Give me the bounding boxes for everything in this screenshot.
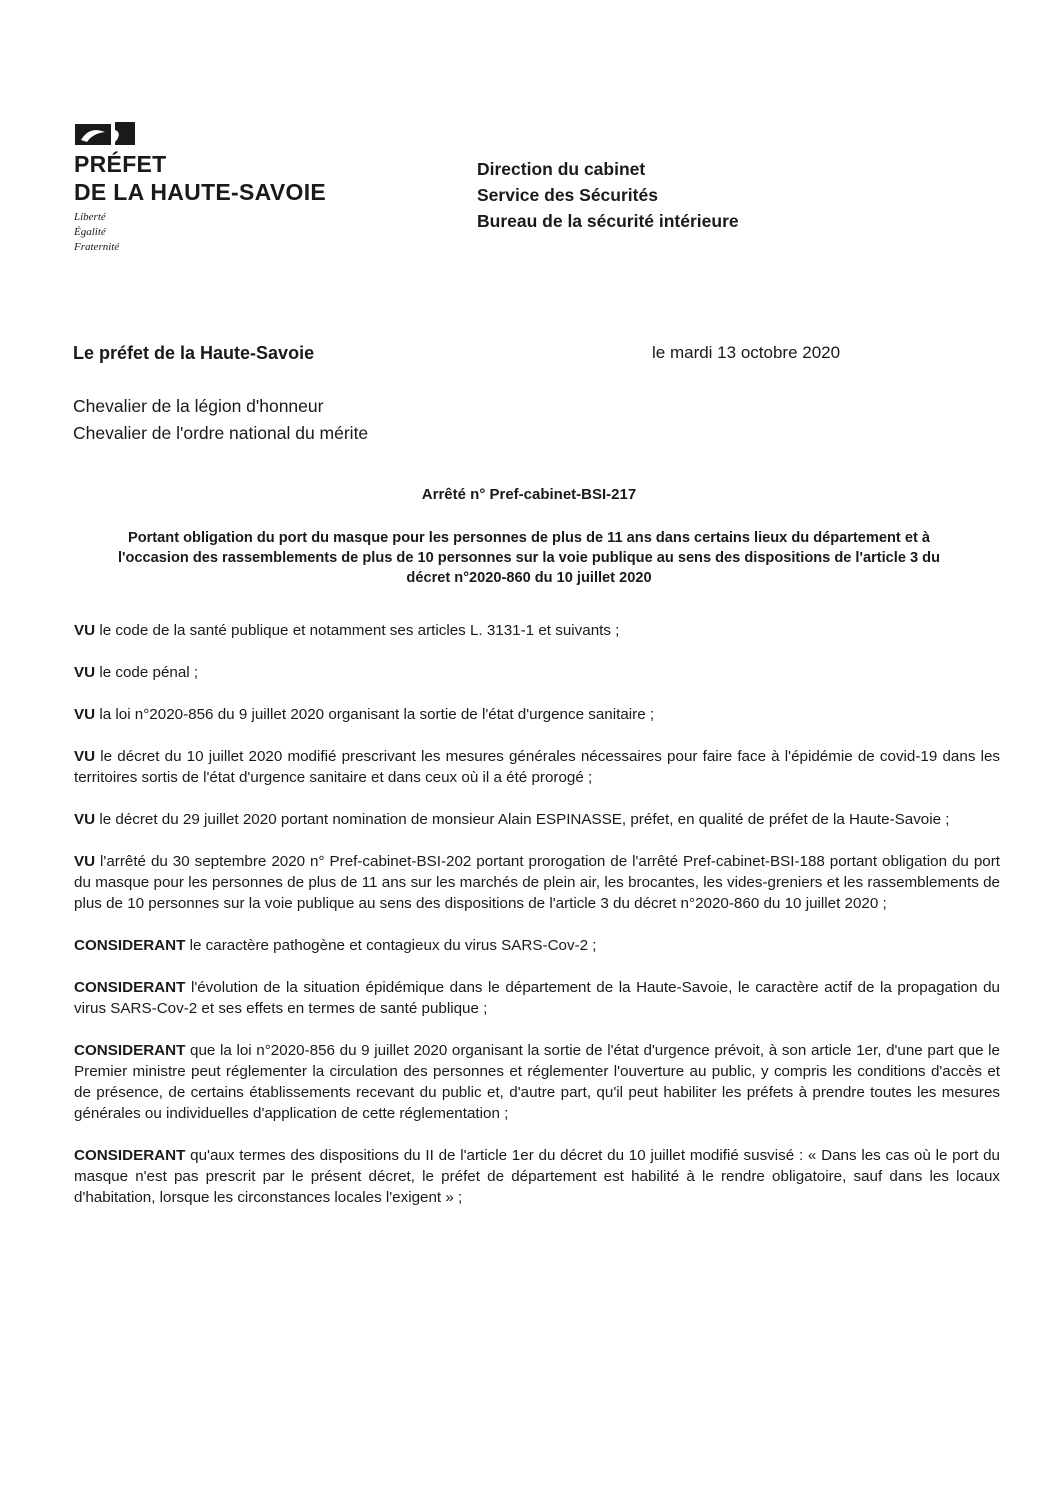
paragraph-text: que la loi n°2020-856 du 9 juillet 2020 organisant la sortie de l'état d'urgence prévoit, à son article 1er, d'une part que le Premier ministre peut réglementer la circulation des personnes et réglementer l'ouverture au public, y compris les conditions d'accès et de présence, de certains établissements recevant du public et, d'autre part, qu'il peut habiliter les préfets à prendre toutes les mesures générales ou individuelles d'application de cette réglementation ;: [74, 1042, 1000, 1122]
paragraph-lead: CONSIDERANT: [74, 979, 186, 996]
paragraph-text: le code pénal ;: [95, 664, 199, 681]
paragraph: [74, 620, 1000, 641]
motto-line: Égalité: [74, 226, 106, 238]
honor-line: Chevalier de la légion d'honneur: [73, 396, 324, 416]
paragraph-text: l'évolution de la situation épidémique dans le département de la Haute-Savoie, le caractère actif de la propagation du virus SARS-Cov-2 et ses effets en termes de santé publique ;: [74, 979, 1000, 1017]
paragraph: [74, 704, 1000, 725]
paragraph-text: qu'aux termes des dispositions du II de l'article 1er du décret du 10 juillet modifié susvisé : « Dans les cas où le port du masque n'est pas prescrit par le présent décret, le préfet de département est habilité à le rendre obligatoire, sauf dans les locaux d'habitation, lorsque les circonstances locales l'exigent » ;: [74, 1147, 1000, 1206]
paragraph-text: l'arrêté du 30 septembre 2020 n° Pref-cabinet-BSI-202 portant prorogation de l'arrêté Pref-cabinet-BSI-188 portant obligation du port du masque pour les personnes de plus de 11 ans sur les marchés de plein air, les brocantes, les vides-greniers et les rassemblements de plus de 10 personnes sur la voie publique au sens des dispositions de l'article 3 du décret n°2020-860 du 10 juillet 2020 ;: [74, 853, 1000, 912]
paragraph-text: la loi n°2020-856 du 9 juillet 2020 organisant la sortie de l'état d'urgence sanitaire ;: [95, 706, 655, 723]
paragraph: [74, 809, 1000, 830]
issuing-department: [477, 156, 739, 234]
paragraph: [74, 935, 1000, 956]
paragraph: [74, 851, 1000, 914]
paragraph-lead: VU: [74, 853, 96, 870]
signatory-honors: [73, 393, 368, 447]
honor-line: Chevalier de l'ordre national du mérite: [73, 423, 369, 443]
paragraph: [74, 977, 1000, 1019]
paragraph: [74, 1145, 1000, 1208]
department-line: Direction du cabinet: [477, 159, 646, 179]
prefecture-name-line: PRÉFET: [74, 151, 167, 177]
paragraph-text: le décret du 29 juillet 2020 portant nomination de monsieur Alain ESPINASSE, préfet, en qualité de préfet de la Haute-Savoie ;: [95, 811, 950, 828]
motto-line: Liberté: [74, 211, 106, 223]
republic-motto: [74, 210, 119, 255]
document-body: [74, 620, 1000, 1229]
paragraph-lead: CONSIDERANT: [74, 937, 186, 954]
decree-number: Arrêté n° Pref-cabinet-BSI-217: [421, 486, 637, 503]
department-line: Bureau de la sécurité intérieure: [477, 211, 739, 231]
marianne-logo-icon: [75, 122, 137, 146]
paragraph-lead: VU: [74, 664, 96, 681]
prefecture-name-line: DE LA HAUTE-SAVOIE: [74, 179, 327, 205]
paragraph-text: le code de la santé publique et notamment ses articles L. 3131-1 et suivants ;: [95, 622, 620, 639]
paragraph: [74, 1040, 1000, 1124]
decree-subject: Portant obligation du port du masque pour les personnes de plus de 11 ans dans certains lieux du département et à l'occasion des rassemblements de plus de 10 personnes sur la voie publique au sens des dispositions de l'article 3 du décret n°2020-860 du 10 juillet 2020: [117, 530, 941, 586]
paragraph-lead: CONSIDERANT: [74, 1042, 186, 1059]
paragraph-text: le caractère pathogène et contagieux du virus SARS-Cov-2 ;: [185, 937, 597, 954]
paragraph-lead: VU: [74, 748, 96, 765]
paragraph-lead: VU: [74, 811, 96, 828]
motto-line: Fraternité: [74, 241, 120, 253]
document-date: le mardi 13 octobre 2020: [652, 343, 841, 362]
paragraph-text: le décret du 10 juillet 2020 modifié prescrivant les mesures générales nécessaires pour faire face à l'épidémie de covid-19 dans les territoires sortis de l'état d'urgence sanitaire et dans ceux où il a été prorogé ;: [74, 748, 1000, 786]
paragraph: [74, 662, 1000, 683]
paragraph-lead: VU: [74, 706, 96, 723]
paragraph: [74, 746, 1000, 788]
paragraph-lead: CONSIDERANT: [74, 1147, 186, 1164]
signatory: Le préfet de la Haute-Savoie: [73, 343, 315, 363]
prefecture-name: [74, 150, 326, 206]
paragraph-lead: VU: [74, 622, 96, 639]
department-line: Service des Sécurités: [477, 185, 658, 205]
